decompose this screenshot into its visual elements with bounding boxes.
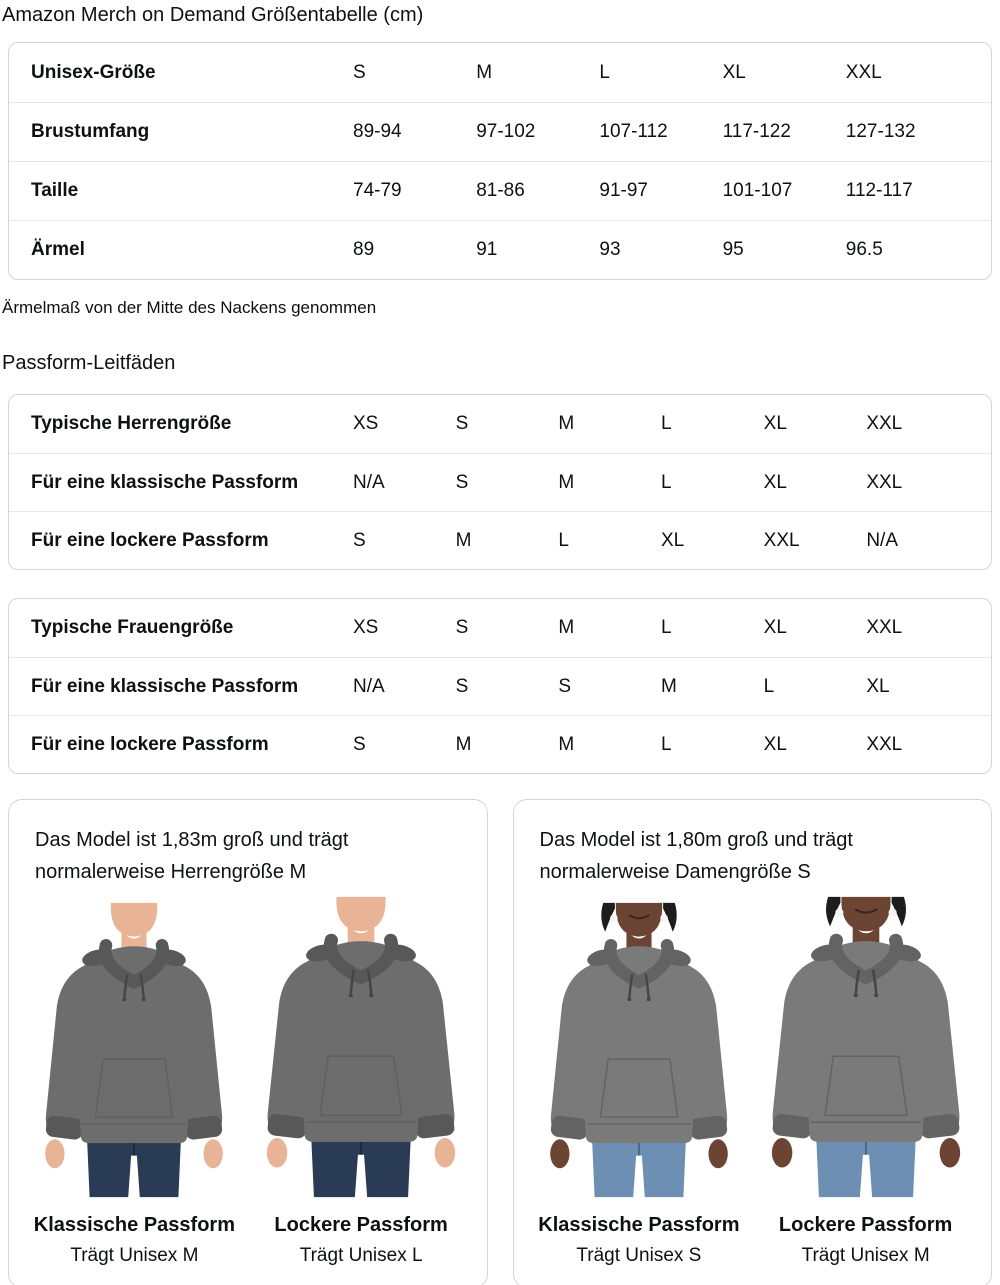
- row-label: Taille: [31, 180, 79, 201]
- male-classic-fit-figure: [21, 898, 248, 1267]
- size-cell: M: [455, 733, 472, 755]
- fit-caption: Klassische Passform: [538, 1214, 740, 1236]
- figure-caption: [752, 1214, 979, 1267]
- size-cell: XS: [353, 413, 379, 434]
- fit-guides-heading: Passform-Leitfäden: [2, 352, 176, 374]
- size-cell: L: [660, 733, 672, 755]
- female-classic-fit-figure: [526, 898, 753, 1267]
- fit-caption: Lockere Passform: [274, 1214, 448, 1236]
- size-cell: S: [353, 733, 366, 755]
- wears-caption: Trägt Unisex M: [70, 1245, 199, 1266]
- women-fit-table: [8, 598, 992, 774]
- size-cell: S: [455, 617, 469, 638]
- size-cell: S: [353, 61, 366, 83]
- size-cell: 89: [353, 239, 375, 260]
- size-cell: L: [599, 61, 610, 83]
- size-cell: XL: [866, 675, 890, 697]
- row-label: Typische Herrengröße: [31, 413, 232, 434]
- row-label: Für eine lockere Passform: [31, 733, 269, 755]
- size-cell: XXL: [866, 617, 903, 638]
- size-cell: M: [558, 617, 575, 638]
- row-label: Unisex-Größe: [31, 61, 156, 83]
- figure-caption: [248, 1214, 475, 1267]
- size-cell: 117-122: [722, 121, 791, 142]
- male-loose-fit-figure: [248, 898, 475, 1267]
- fit-caption: Klassische Passform: [33, 1214, 235, 1236]
- row-label: Für eine lockere Passform: [31, 529, 269, 551]
- figure-caption: [21, 1214, 248, 1267]
- size-cell: 107-112: [599, 121, 668, 142]
- size-cell: XXL: [845, 61, 882, 83]
- size-cell: XL: [722, 61, 746, 83]
- row-label: Für eine klassische Passform: [31, 675, 299, 697]
- size-cell: M: [660, 675, 677, 697]
- unisex-size-table: [8, 42, 992, 280]
- size-cell: XS: [353, 617, 379, 638]
- model-figures: [526, 898, 980, 1267]
- size-cell: XL: [763, 733, 787, 755]
- size-cell: L: [558, 529, 569, 551]
- women-model-card: [513, 799, 993, 1285]
- size-cell: M: [558, 733, 575, 755]
- size-cell: L: [763, 675, 775, 697]
- size-cell: 97-102: [476, 121, 536, 142]
- size-cell: 91-97: [599, 180, 648, 201]
- size-cell: XXL: [866, 471, 903, 493]
- model-description: Das Model ist 1,83m groß und trägt normalerweise Herrengröße M: [35, 829, 349, 883]
- table-row: [9, 220, 991, 279]
- female-model-loose-photo: [748, 892, 983, 1202]
- figure-caption: [526, 1214, 753, 1267]
- model-figures: [21, 898, 475, 1267]
- size-cell: L: [660, 617, 672, 638]
- male-model-classic-photo: [23, 898, 245, 1202]
- size-cell: S: [455, 675, 469, 697]
- size-cell: N/A: [353, 675, 385, 697]
- male-model-loose-photo: [243, 892, 478, 1202]
- row-label: Ärmel: [31, 239, 85, 260]
- table-row: [9, 43, 991, 102]
- size-cell: 74-79: [353, 180, 402, 201]
- size-cell: S: [455, 413, 469, 434]
- size-cell: 127-132: [845, 121, 916, 142]
- table-row: [9, 511, 991, 569]
- size-cell: S: [455, 471, 469, 493]
- size-cell: XL: [763, 617, 787, 638]
- table-row: [9, 102, 991, 161]
- size-cell: S: [558, 675, 572, 697]
- size-cell: XXL: [866, 733, 903, 755]
- page-title: Amazon Merch on Demand Größentabelle (cm): [2, 4, 424, 26]
- size-cell: XXL: [763, 529, 800, 551]
- size-cell: L: [660, 413, 672, 434]
- model-cards: [8, 799, 992, 1285]
- size-cell: M: [558, 413, 575, 434]
- size-cell: 95: [722, 239, 744, 260]
- table-row: [9, 395, 991, 453]
- men-model-card: [8, 799, 488, 1285]
- size-cell: XL: [763, 413, 787, 434]
- size-cell: XL: [763, 471, 787, 493]
- table-row: [9, 715, 991, 773]
- size-cell: 96.5: [845, 239, 883, 260]
- size-cell: S: [353, 529, 366, 551]
- men-fit-table: [8, 394, 992, 570]
- size-cell: N/A: [353, 471, 385, 493]
- female-loose-fit-figure: [752, 898, 979, 1267]
- sleeve-measure-note: Ärmelmaß von der Mitte des Nackens genommen: [2, 298, 377, 317]
- table-row: [9, 657, 991, 715]
- size-cell: M: [476, 61, 493, 83]
- size-cell: M: [558, 471, 575, 493]
- size-cell: 81-86: [476, 180, 525, 201]
- row-label: Für eine klassische Passform: [31, 471, 299, 493]
- female-model-classic-photo: [528, 898, 750, 1202]
- size-cell: L: [660, 471, 672, 493]
- size-cell: M: [455, 529, 472, 551]
- size-cell: N/A: [866, 529, 899, 551]
- row-label: Brustumfang: [31, 121, 150, 142]
- table-row: [9, 161, 991, 220]
- size-cell: XL: [660, 529, 685, 551]
- fit-caption: Lockere Passform: [778, 1214, 953, 1236]
- wears-caption: Trägt Unisex M: [801, 1245, 930, 1266]
- table-row: [9, 453, 991, 511]
- size-cell: 93: [599, 239, 621, 260]
- wears-caption: Trägt Unisex S: [576, 1245, 702, 1266]
- model-description: Das Model ist 1,80m groß und trägt normalerweise Damengröße S: [539, 829, 853, 883]
- size-cell: 112-117: [845, 180, 913, 201]
- size-cell: 91: [476, 239, 498, 260]
- wears-caption: Trägt Unisex L: [299, 1245, 423, 1266]
- row-label: Typische Frauengröße: [31, 617, 234, 638]
- table-row: [9, 599, 991, 657]
- size-cell: 89-94: [353, 121, 402, 142]
- size-cell: XXL: [866, 413, 903, 434]
- size-cell: 101-107: [722, 180, 793, 201]
